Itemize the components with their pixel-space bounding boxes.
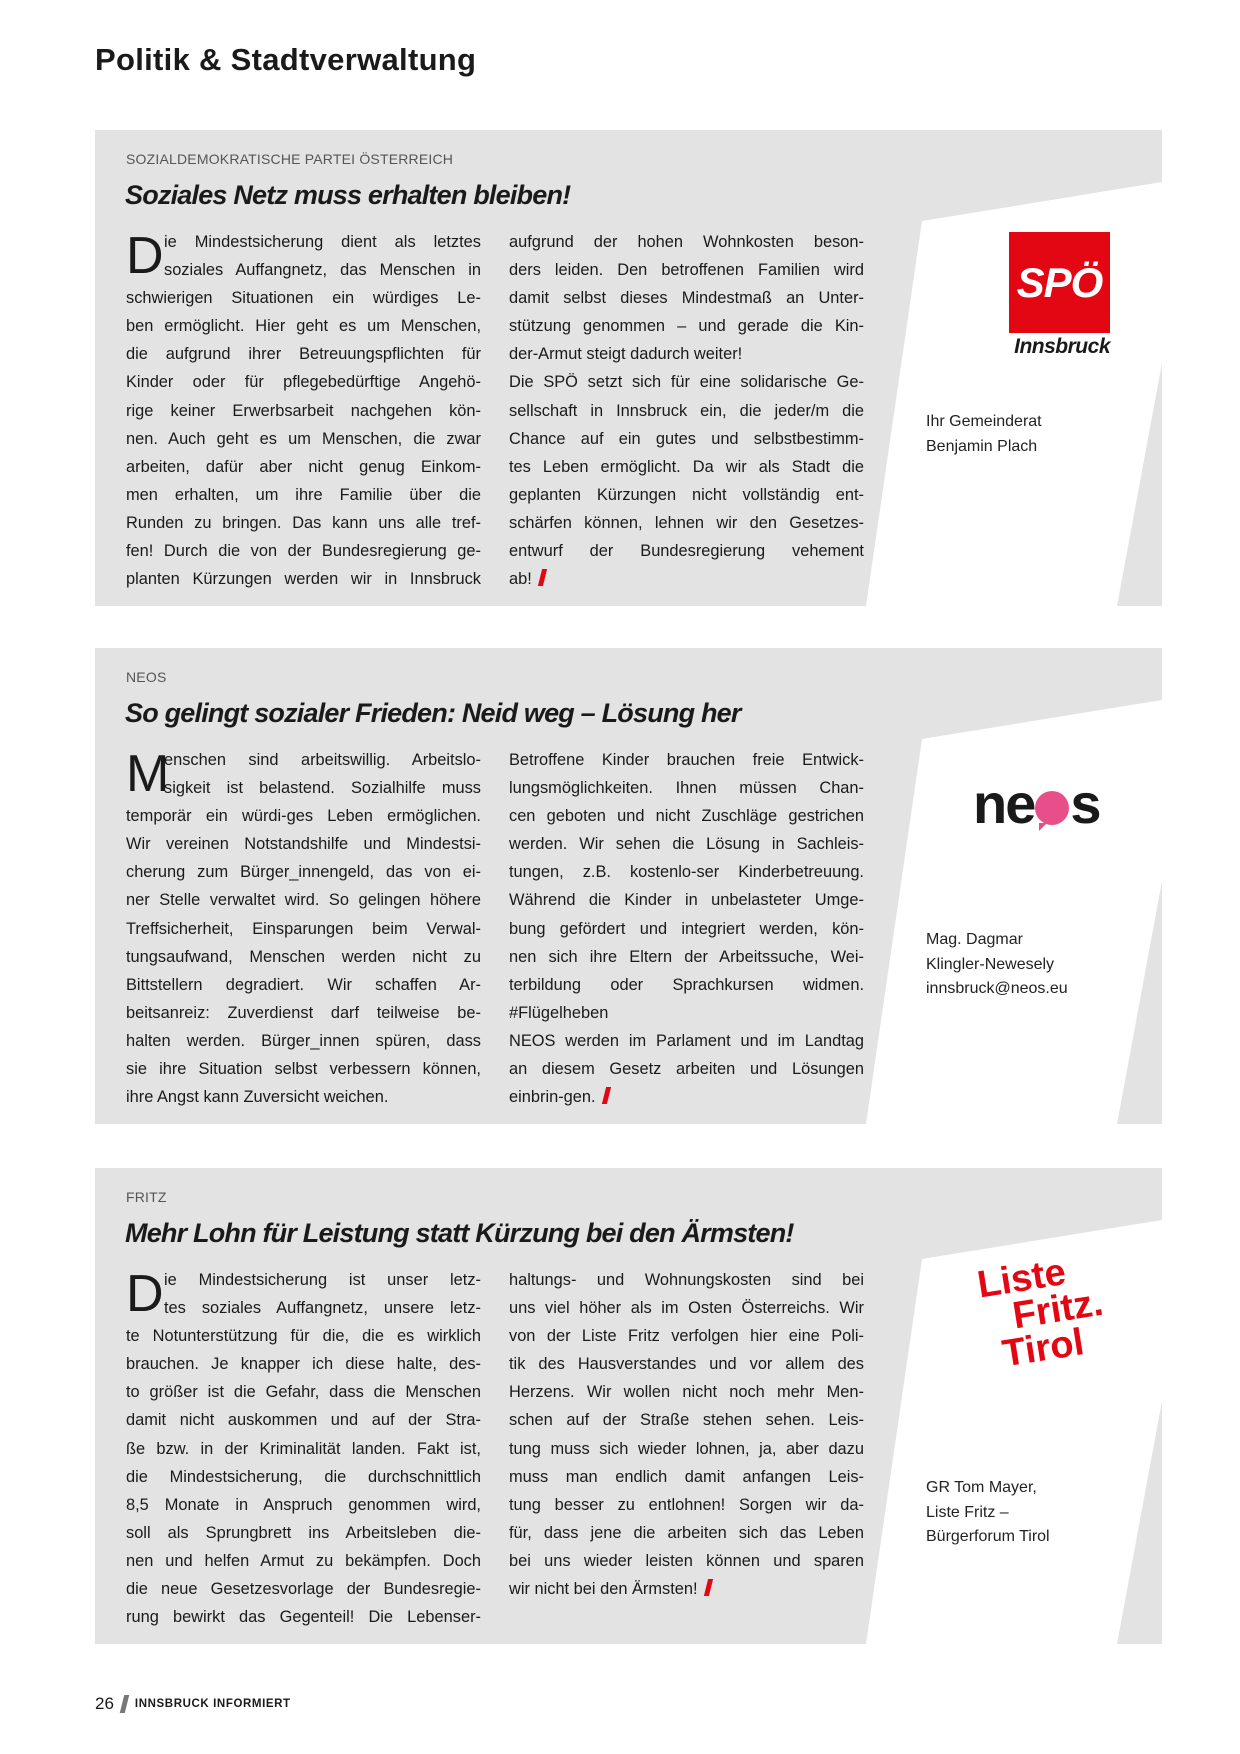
text-line bbox=[509, 537, 864, 565]
text-line bbox=[509, 397, 864, 425]
drop-cap: D bbox=[126, 1265, 164, 1323]
line-text: cen geboten und nicht Zuschläge gestrichen bbox=[509, 807, 864, 826]
line-text: tung muss sich wieder lohnen, ja, aber dazu bbox=[509, 1439, 864, 1458]
line-text: nen. Auch geht es um Menschen, die zwar bbox=[126, 429, 481, 448]
line-text: schwierigen Situationen ein würdiges Le- bbox=[126, 289, 481, 308]
line-text: ie Mindestsicherung ist unser letz- bbox=[164, 1271, 481, 1289]
text-line bbox=[126, 1406, 481, 1434]
line-text: uns viel höher als im Osten Österreichs. Wir bbox=[509, 1299, 864, 1318]
text-line bbox=[509, 1350, 864, 1378]
author-info bbox=[926, 1476, 1050, 1550]
liste-fritz-logo bbox=[975, 1249, 1111, 1375]
line-text: bung gefördert und integriert werden, kön- bbox=[509, 919, 864, 938]
line-text: Die SPÖ setzt sich für eine solidarische Ge- bbox=[509, 373, 864, 392]
text-line bbox=[509, 1491, 864, 1519]
text-column-right bbox=[509, 228, 864, 593]
text-column-right bbox=[509, 746, 864, 1111]
text-line bbox=[126, 1350, 481, 1378]
line-text: sigkeit ist belastend. Sozialhilfe muss bbox=[164, 779, 481, 798]
text-line bbox=[509, 509, 864, 537]
line-text: rige keiner Erwerbsarbeit nachgehen kön- bbox=[126, 401, 481, 420]
text-line bbox=[509, 1378, 864, 1406]
line-text: Treffsicherheit, Einsparungen beim Verwal- bbox=[126, 919, 481, 938]
line-text: wir nicht bei den Ärmsten! bbox=[509, 1580, 698, 1599]
text-line bbox=[509, 1294, 864, 1322]
article-headline: Soziales Netz muss erhalten bleiben! bbox=[125, 180, 571, 210]
text-column-left bbox=[126, 1266, 481, 1631]
line-text: sellschaft in Innsbruck ein, die jeder/m die bbox=[509, 401, 864, 420]
logo-line: Tirol bbox=[999, 1321, 1087, 1376]
line-text: einbrin-gen. bbox=[509, 1088, 596, 1107]
text-line bbox=[126, 943, 481, 971]
line-text: tungsaufwand, Menschen werden nicht zu bbox=[126, 947, 481, 966]
line-text: to größer ist die Gefahr, dass die Menschen bbox=[126, 1383, 481, 1402]
text-line bbox=[509, 774, 864, 802]
end-mark-icon bbox=[703, 1579, 712, 1596]
neos-logo: ne s bbox=[973, 772, 1100, 835]
line-text: tung besser zu entlohnen! Sorgen wir da- bbox=[509, 1495, 864, 1514]
magazine-name: INNSBRUCK INFORMIERT bbox=[134, 1698, 291, 1710]
line-text: die Mindestsicherung, die durchschnittlich bbox=[126, 1467, 481, 1486]
line-text: tik des Hausverstandes und vor allem des bbox=[509, 1355, 864, 1374]
text-column-left bbox=[126, 746, 481, 1111]
line-text: 8,5 Monate in Anspruch genommen wird, bbox=[126, 1495, 481, 1514]
author-line: Benjamin Plach bbox=[926, 437, 1038, 455]
text-line bbox=[509, 1406, 864, 1434]
text-line bbox=[126, 999, 481, 1027]
line-text: haltungs- und Wohnungskosten sind bei bbox=[509, 1271, 864, 1289]
line-text: aufgrund der hohen Wohnkosten beson- bbox=[509, 233, 864, 251]
line-text: lungsmöglichkeiten. Ihnen müssen Chan- bbox=[509, 779, 864, 798]
line-text: ie Mindestsicherung dient als letztes bbox=[164, 233, 481, 251]
text-line bbox=[126, 453, 481, 481]
text-line bbox=[126, 340, 481, 368]
author-line: Klingler-Newesely bbox=[926, 955, 1055, 973]
line-text: damit nicht auskommen und auf der Stra- bbox=[126, 1411, 481, 1430]
text-line bbox=[126, 1491, 481, 1519]
text-line bbox=[509, 802, 864, 830]
text-line bbox=[126, 802, 481, 830]
line-text: Chance auf ein gutes und selbstbestimm- bbox=[509, 429, 864, 448]
text-line bbox=[509, 1055, 864, 1083]
line-text: Wir vereinen Notstandshilfe und Mindestsi- bbox=[126, 835, 481, 854]
line-text: an diesem Gesetz arbeiten und Lösungen bbox=[509, 1060, 864, 1079]
text-line bbox=[509, 1322, 864, 1350]
line-text: nen und helfen Armut zu bekämpfen. Doch bbox=[126, 1551, 481, 1570]
party-label: FRITZ bbox=[126, 1189, 167, 1205]
text-line bbox=[509, 971, 864, 999]
line-text: tungen, z.B. kostenlo-ser Kinderbetreuung. bbox=[509, 863, 864, 882]
text-line bbox=[126, 312, 481, 340]
logo-line: Liste bbox=[974, 1251, 1069, 1307]
text-line bbox=[509, 312, 864, 340]
text-column-right bbox=[509, 1266, 864, 1603]
line-text: Betroffene Kinder brauchen freie Entwick- bbox=[509, 751, 864, 769]
text-line bbox=[509, 481, 864, 509]
text-line bbox=[509, 340, 864, 368]
author-line: Liste Fritz – bbox=[926, 1503, 1009, 1521]
text-line bbox=[126, 425, 481, 453]
text-line bbox=[126, 1055, 481, 1083]
text-line bbox=[126, 886, 481, 914]
page-number: 26 bbox=[95, 1694, 114, 1713]
line-text: temporär ein würdi-ges Leben ermöglichen. bbox=[126, 807, 481, 826]
line-text: schärfen können, lehnen wir den Gesetzes- bbox=[509, 513, 864, 532]
line-text: nen sich ihre Eltern der Arbeitssuche, Wei- bbox=[509, 947, 864, 966]
line-text: cherung zum Bürger_innengeld, das von ei- bbox=[126, 863, 481, 882]
line-text: rung bewirkt das Gegenteil! Die Lebenser- bbox=[126, 1608, 481, 1627]
text-line bbox=[509, 453, 864, 481]
drop-cap: D bbox=[126, 227, 164, 285]
text-line bbox=[126, 284, 481, 312]
line-text: tes soziales Auffangnetz, unsere letz- bbox=[164, 1299, 481, 1318]
text-line bbox=[126, 228, 481, 256]
text-line bbox=[509, 284, 864, 312]
line-text: ders leiden. Den betroffenen Familien wird bbox=[509, 261, 864, 280]
text-line bbox=[126, 368, 481, 396]
line-text: terbildung oder Sprachkursen widmen. bbox=[509, 975, 864, 994]
line-text: ben ermöglicht. Hier geht es um Menschen, bbox=[126, 317, 481, 336]
text-line bbox=[509, 1463, 864, 1491]
text-column-left bbox=[126, 228, 481, 593]
line-text: stützung genommen – und gerade die Kin- bbox=[509, 317, 864, 336]
line-text: Kinder oder für pflegebedürftige Angehö- bbox=[126, 373, 481, 392]
article-spo bbox=[95, 130, 1162, 606]
line-text: fen! Durch die von der Bundesregierung ge- bbox=[126, 542, 481, 561]
line-text: soziales Auffangnetz, das Menschen in bbox=[164, 261, 481, 280]
line-text: beitsanreiz: Zuverdienst darf teilweise be- bbox=[126, 1003, 481, 1022]
line-text: schen auf der Straße stehen sehen. Leis- bbox=[509, 1411, 864, 1430]
text-line bbox=[126, 1027, 481, 1055]
author-info bbox=[926, 410, 1042, 459]
party-label: SOZIALDEMOKRATISCHE PARTEI ÖSTERREICH bbox=[126, 151, 454, 167]
text-line bbox=[126, 971, 481, 999]
text-line bbox=[126, 1294, 481, 1322]
text-line bbox=[126, 481, 481, 509]
text-line bbox=[509, 915, 864, 943]
text-line bbox=[509, 886, 864, 914]
text-line bbox=[509, 943, 864, 971]
spo-logo bbox=[1009, 232, 1110, 359]
article-headline: Mehr Lohn für Leistung statt Kürzung bei den Ärmsten! bbox=[125, 1218, 794, 1248]
text-line bbox=[126, 915, 481, 943]
drop-cap: M bbox=[126, 745, 170, 803]
slash-mark-icon bbox=[120, 1695, 129, 1713]
line-text: sie ihre Situation selbst verbessern können, bbox=[126, 1060, 481, 1079]
author-line: GR Tom Mayer, bbox=[926, 1479, 1037, 1496]
line-text: damit selbst dieses Mindestmaß an Unter- bbox=[509, 289, 864, 308]
article-fritz bbox=[95, 1168, 1162, 1644]
text-line bbox=[126, 537, 481, 565]
text-line bbox=[126, 1519, 481, 1547]
line-text: planten Kürzungen werden wir in Innsbruck bbox=[126, 570, 481, 589]
text-line bbox=[126, 397, 481, 425]
line-text: die neue Gesetzesvorlage der Bundesregie- bbox=[126, 1580, 481, 1599]
speech-bubble-icon bbox=[1035, 791, 1069, 825]
text-line bbox=[126, 858, 481, 886]
line-text: muss man endlich damit anfangen Leis- bbox=[509, 1467, 864, 1486]
author-line: innsbruck@neos.eu bbox=[926, 980, 1068, 997]
page-title: Politik & Stadtverwaltung bbox=[95, 42, 477, 77]
line-text: halten werden. Bürger_innen spüren, dass bbox=[126, 1031, 481, 1050]
author-info bbox=[926, 928, 1068, 1002]
author-line: Bürgerforum Tirol bbox=[926, 1528, 1050, 1545]
text-line bbox=[126, 830, 481, 858]
end-mark-icon bbox=[601, 1087, 610, 1104]
text-line bbox=[126, 1266, 481, 1294]
text-line bbox=[126, 1603, 481, 1631]
author-line: Ihr Gemeinderat bbox=[926, 413, 1042, 430]
text-line bbox=[509, 830, 864, 858]
spo-logo-city: Innsbruck bbox=[1014, 335, 1110, 358]
text-line bbox=[126, 1378, 481, 1406]
line-text: soll als Sprungbrett ins Arbeitsleben die- bbox=[126, 1523, 481, 1542]
line-text: brauchen. Je knapper ich diese halte, des- bbox=[126, 1355, 481, 1374]
line-text: men erhalten, um ihre Familie über die bbox=[126, 485, 481, 504]
text-line bbox=[126, 1547, 481, 1575]
text-line bbox=[509, 228, 864, 256]
line-text: der-Armut steigt dadurch weiter! bbox=[509, 345, 743, 364]
line-text: Während die Kinder in unbelasteter Umge- bbox=[509, 891, 864, 910]
text-line bbox=[126, 509, 481, 537]
line-text: geplanten Kürzungen nicht vollständig ent- bbox=[509, 485, 864, 504]
line-text: tes Leben ermöglicht. Da wir als Stadt die bbox=[509, 457, 864, 476]
text-line bbox=[509, 1575, 864, 1603]
line-text: die aufgrund ihrer Betreuungspflichten für bbox=[126, 345, 481, 364]
line-text: arbeiten, dafür aber nicht genug Einkom- bbox=[126, 457, 481, 476]
line-text: Herzens. Wir wollen nicht noch mehr Men- bbox=[509, 1383, 864, 1402]
text-line bbox=[126, 1322, 481, 1350]
text-line bbox=[509, 746, 864, 774]
text-line bbox=[126, 1575, 481, 1603]
line-text: bei uns wieder leisten können und sparen bbox=[509, 1551, 864, 1570]
text-line bbox=[509, 1547, 864, 1575]
text-line bbox=[509, 1027, 864, 1055]
text-line bbox=[509, 368, 864, 396]
line-text: werden. Wir sehen die Lösung in Sachleis- bbox=[509, 835, 864, 854]
text-line bbox=[509, 999, 864, 1027]
line-text: ße bzw. in der Kriminalität landen. Fakt ist, bbox=[126, 1439, 481, 1458]
text-line bbox=[509, 425, 864, 453]
text-line bbox=[509, 858, 864, 886]
line-text: #Flügelheben bbox=[509, 1003, 609, 1022]
text-line bbox=[126, 1463, 481, 1491]
text-line bbox=[126, 746, 481, 774]
text-line bbox=[126, 256, 481, 284]
line-text: für, dass jene die arbeiten sich das Leben bbox=[509, 1523, 864, 1542]
line-text: ner Stelle verwaltet wird. So gelingen höhere bbox=[126, 891, 481, 910]
end-mark-icon bbox=[538, 569, 547, 586]
text-line bbox=[126, 1083, 481, 1111]
text-line bbox=[126, 1435, 481, 1463]
line-text: entwurf der Bundesregierung vehement bbox=[509, 542, 864, 561]
text-line bbox=[509, 1519, 864, 1547]
line-text: te Notunterstützung für die, die es wirklich bbox=[126, 1327, 481, 1346]
text-line bbox=[126, 774, 481, 802]
party-label: NEOS bbox=[126, 669, 167, 685]
author-line: Mag. Dagmar bbox=[926, 931, 1023, 948]
line-text: NEOS werden im Parlament und im Landtag bbox=[509, 1031, 864, 1050]
line-text: Runden zu bringen. Das kann uns alle tref- bbox=[126, 513, 481, 532]
text-line bbox=[509, 256, 864, 284]
text-line bbox=[509, 1435, 864, 1463]
text-line bbox=[509, 1083, 864, 1111]
page-footer bbox=[95, 1694, 291, 1714]
line-text: von der Liste Fritz verfolgen hier eine Poli- bbox=[509, 1327, 864, 1346]
line-text: Bittstellern degradiert. Wir schaffen Ar- bbox=[126, 975, 481, 994]
article-headline: So gelingt sozialer Frieden: Neid weg – Lösung her bbox=[125, 698, 741, 728]
text-line bbox=[509, 1266, 864, 1294]
line-text: ihre Angst kann Zuversicht weichen. bbox=[126, 1088, 389, 1107]
line-text: ab! bbox=[509, 570, 532, 589]
spo-logo-mark: SPÖ bbox=[1009, 232, 1110, 333]
text-line bbox=[126, 565, 481, 593]
logo-line: Fritz. bbox=[1009, 1281, 1107, 1338]
line-text: enschen sind arbeitswillig. Arbeitslo- bbox=[164, 751, 481, 769]
text-line bbox=[509, 565, 864, 593]
article-neos bbox=[95, 648, 1162, 1124]
